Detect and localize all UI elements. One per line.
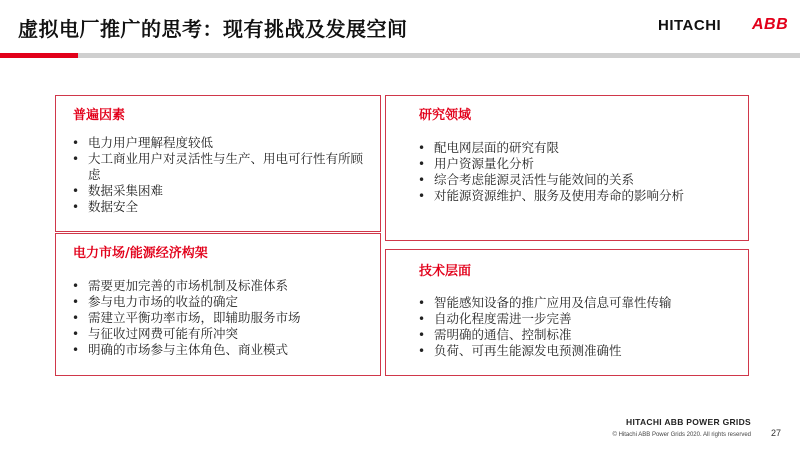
panel-title: 普遍因素 [73, 108, 126, 123]
header-accent-bar [0, 53, 78, 58]
panel-title: 研究领域 [419, 108, 472, 123]
page-number: 27 [771, 428, 782, 438]
page-title: 虚拟电厂推广的思考：现有挑战及发展空间 [18, 17, 408, 41]
bullet-list [70, 278, 370, 358]
list-item: • 数据采集困难 [70, 183, 370, 199]
header-divider [0, 53, 800, 58]
list-item: • 负荷、可再生能源发电预测准确性 [416, 343, 738, 359]
panel-research-areas [385, 95, 749, 241]
list-item: • 需要更加完善的市场机制及标准体系 [70, 278, 370, 294]
list-item: • 与征收过网费可能有所冲突 [70, 326, 370, 342]
panel-technical [385, 249, 749, 376]
list-item: • 对能源资源维护、服务及使用寿命的影响分析 [416, 188, 738, 204]
list-item: • 数据安全 [70, 199, 370, 215]
panel-market-framework [55, 233, 381, 376]
list-item: • 配电网层面的研究有限 [416, 140, 738, 156]
list-item: • 需建立平衡功率市场，即辅助服务市场 [70, 310, 370, 326]
panel-title: 电力市场/能源经济构架 [73, 246, 208, 261]
panel-common-factors [55, 95, 381, 232]
list-item: • 用户资源量化分析 [416, 156, 738, 172]
list-item: • 大工商业用户对灵活性与生产、用电可行性有所顾虑 [70, 151, 370, 183]
list-item: • 需明确的通信、控制标准 [416, 327, 738, 343]
bullet-list [416, 295, 738, 359]
list-item: • 智能感知设备的推广应用及信息可靠性传输 [416, 295, 738, 311]
bullet-list [70, 135, 370, 215]
bullet-list [416, 140, 738, 204]
list-item: • 明确的市场参与主体角色、商业模式 [70, 342, 370, 358]
abb-logo: ABB [752, 16, 789, 33]
list-item: • 参与电力市场的收益的确定 [70, 294, 370, 310]
list-item: • 自动化程度需进一步完善 [416, 311, 738, 327]
footer-brand: HITACHI ABB POWER GRIDS [626, 417, 751, 427]
hitachi-logo: HITACHI [658, 17, 722, 34]
list-item: • 电力用户理解程度较低 [70, 135, 370, 151]
footer-copyright: © Hitachi ABB Power Grids 2020. All rights reserved [612, 432, 751, 438]
list-item: • 综合考虑能源灵活性与能效间的关系 [416, 172, 738, 188]
panel-title: 技术层面 [419, 264, 472, 279]
